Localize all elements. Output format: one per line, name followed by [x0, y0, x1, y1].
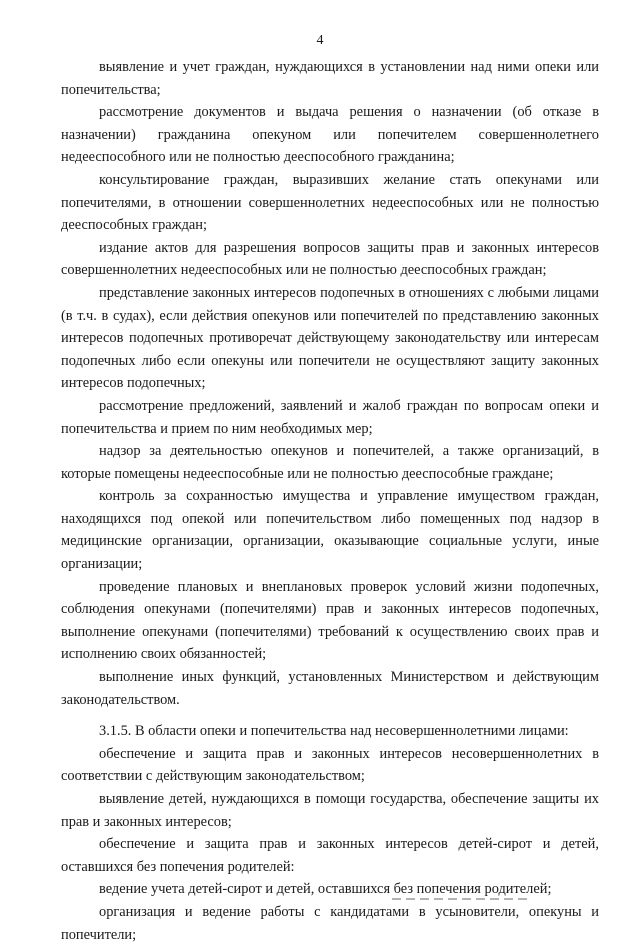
paragraph-other-functions: выполнение иных функций, установленных Министерством и действующим законодательством.: [61, 669, 599, 708]
paragraph-issuing-acts: издание актов для разрешения вопросов защиты прав и законных интересов совершеннолетних недееспособных или не полностью дееспособных граждан;: [61, 239, 599, 279]
paragraph-guardianship-identification: выявление и учет граждан, нуждающихся в установлении над ними опеки или попечительства;: [61, 59, 599, 98]
paragraph-orphans-registry: ведение учета детей-сирот и детей, оставшихся без попечения родителей;: [99, 881, 552, 898]
paragraph-orphans-protection: обеспечение и защита прав и законных интересов детей-сирот и детей, оставшихся без попечения родителей:: [61, 836, 599, 875]
paragraph-representation: представление законных интересов подопечных в отношениях с любыми лицами (в т.ч. в судах), если действия опекунов или попечителей по представлению законных интересов подопечных противоречат действующему законодательству или интересам подопечных либо если опекуны или попечители не осуществляют защиту законных интересов подопечных;: [61, 284, 599, 392]
paragraph-candidates-work: организация и ведение работы с кандидатами в усыновители, опекуны и попечители;: [61, 903, 599, 943]
scan-artifact: [392, 898, 532, 900]
paragraph-complaints-review: рассмотрение предложений, заявлений и жалоб граждан по вопросам опеки и попечительства и прием по ним необходимых мер;: [61, 397, 599, 437]
section-heading-3-1-5: 3.1.5. В области опеки и попечительства над несовершеннолетними лицами:: [99, 723, 569, 740]
page-number: 4: [316, 33, 324, 48]
paragraph-minors-rights: обеспечение и защита прав и законных интересов несовершеннолетних в соответствии с действующим законодательством;: [61, 745, 599, 785]
document-body: [61, 56, 599, 946]
paragraph-property-control: контроль за сохранностью имущества и управление имуществом граждан, находящихся под опекой или попечительством либо помещенных под надзор в медицинские организации, организации, оказывающие социальные услуги, иные организации;: [61, 488, 599, 573]
paragraph-children-identification: выявление детей, нуждающихся в помощи государства, обеспечение защиты их прав и законных интересов;: [61, 791, 599, 830]
paragraph-supervision: надзор за деятельностью опекунов и попечителей, а также организаций, в которые помещены недееспособные или не полностью дееспособные граждане;: [61, 443, 599, 482]
paragraph-consulting: консультирование граждан, выразивших желание стать опекунами или попечителями, в отношении совершеннолетних недееспособных или не полностью дееспособных граждан;: [61, 171, 599, 234]
paragraph-inspections: проведение плановых и внеплановых проверок условий жизни подопечных, соблюдения опекунами (попечителями) прав и законных интересов подопечных, выполнение опекунами (попечителями) требований к осуществлению своих прав и исполнению своих обязанностей;: [61, 578, 599, 663]
paragraph-document-review: рассмотрение документов и выдача решения о назначении (об отказе в назначении) гражданина опекуном или попечителем совершеннолетнего недееспособного или не полностью дееспособного гражданина;: [61, 104, 599, 166]
